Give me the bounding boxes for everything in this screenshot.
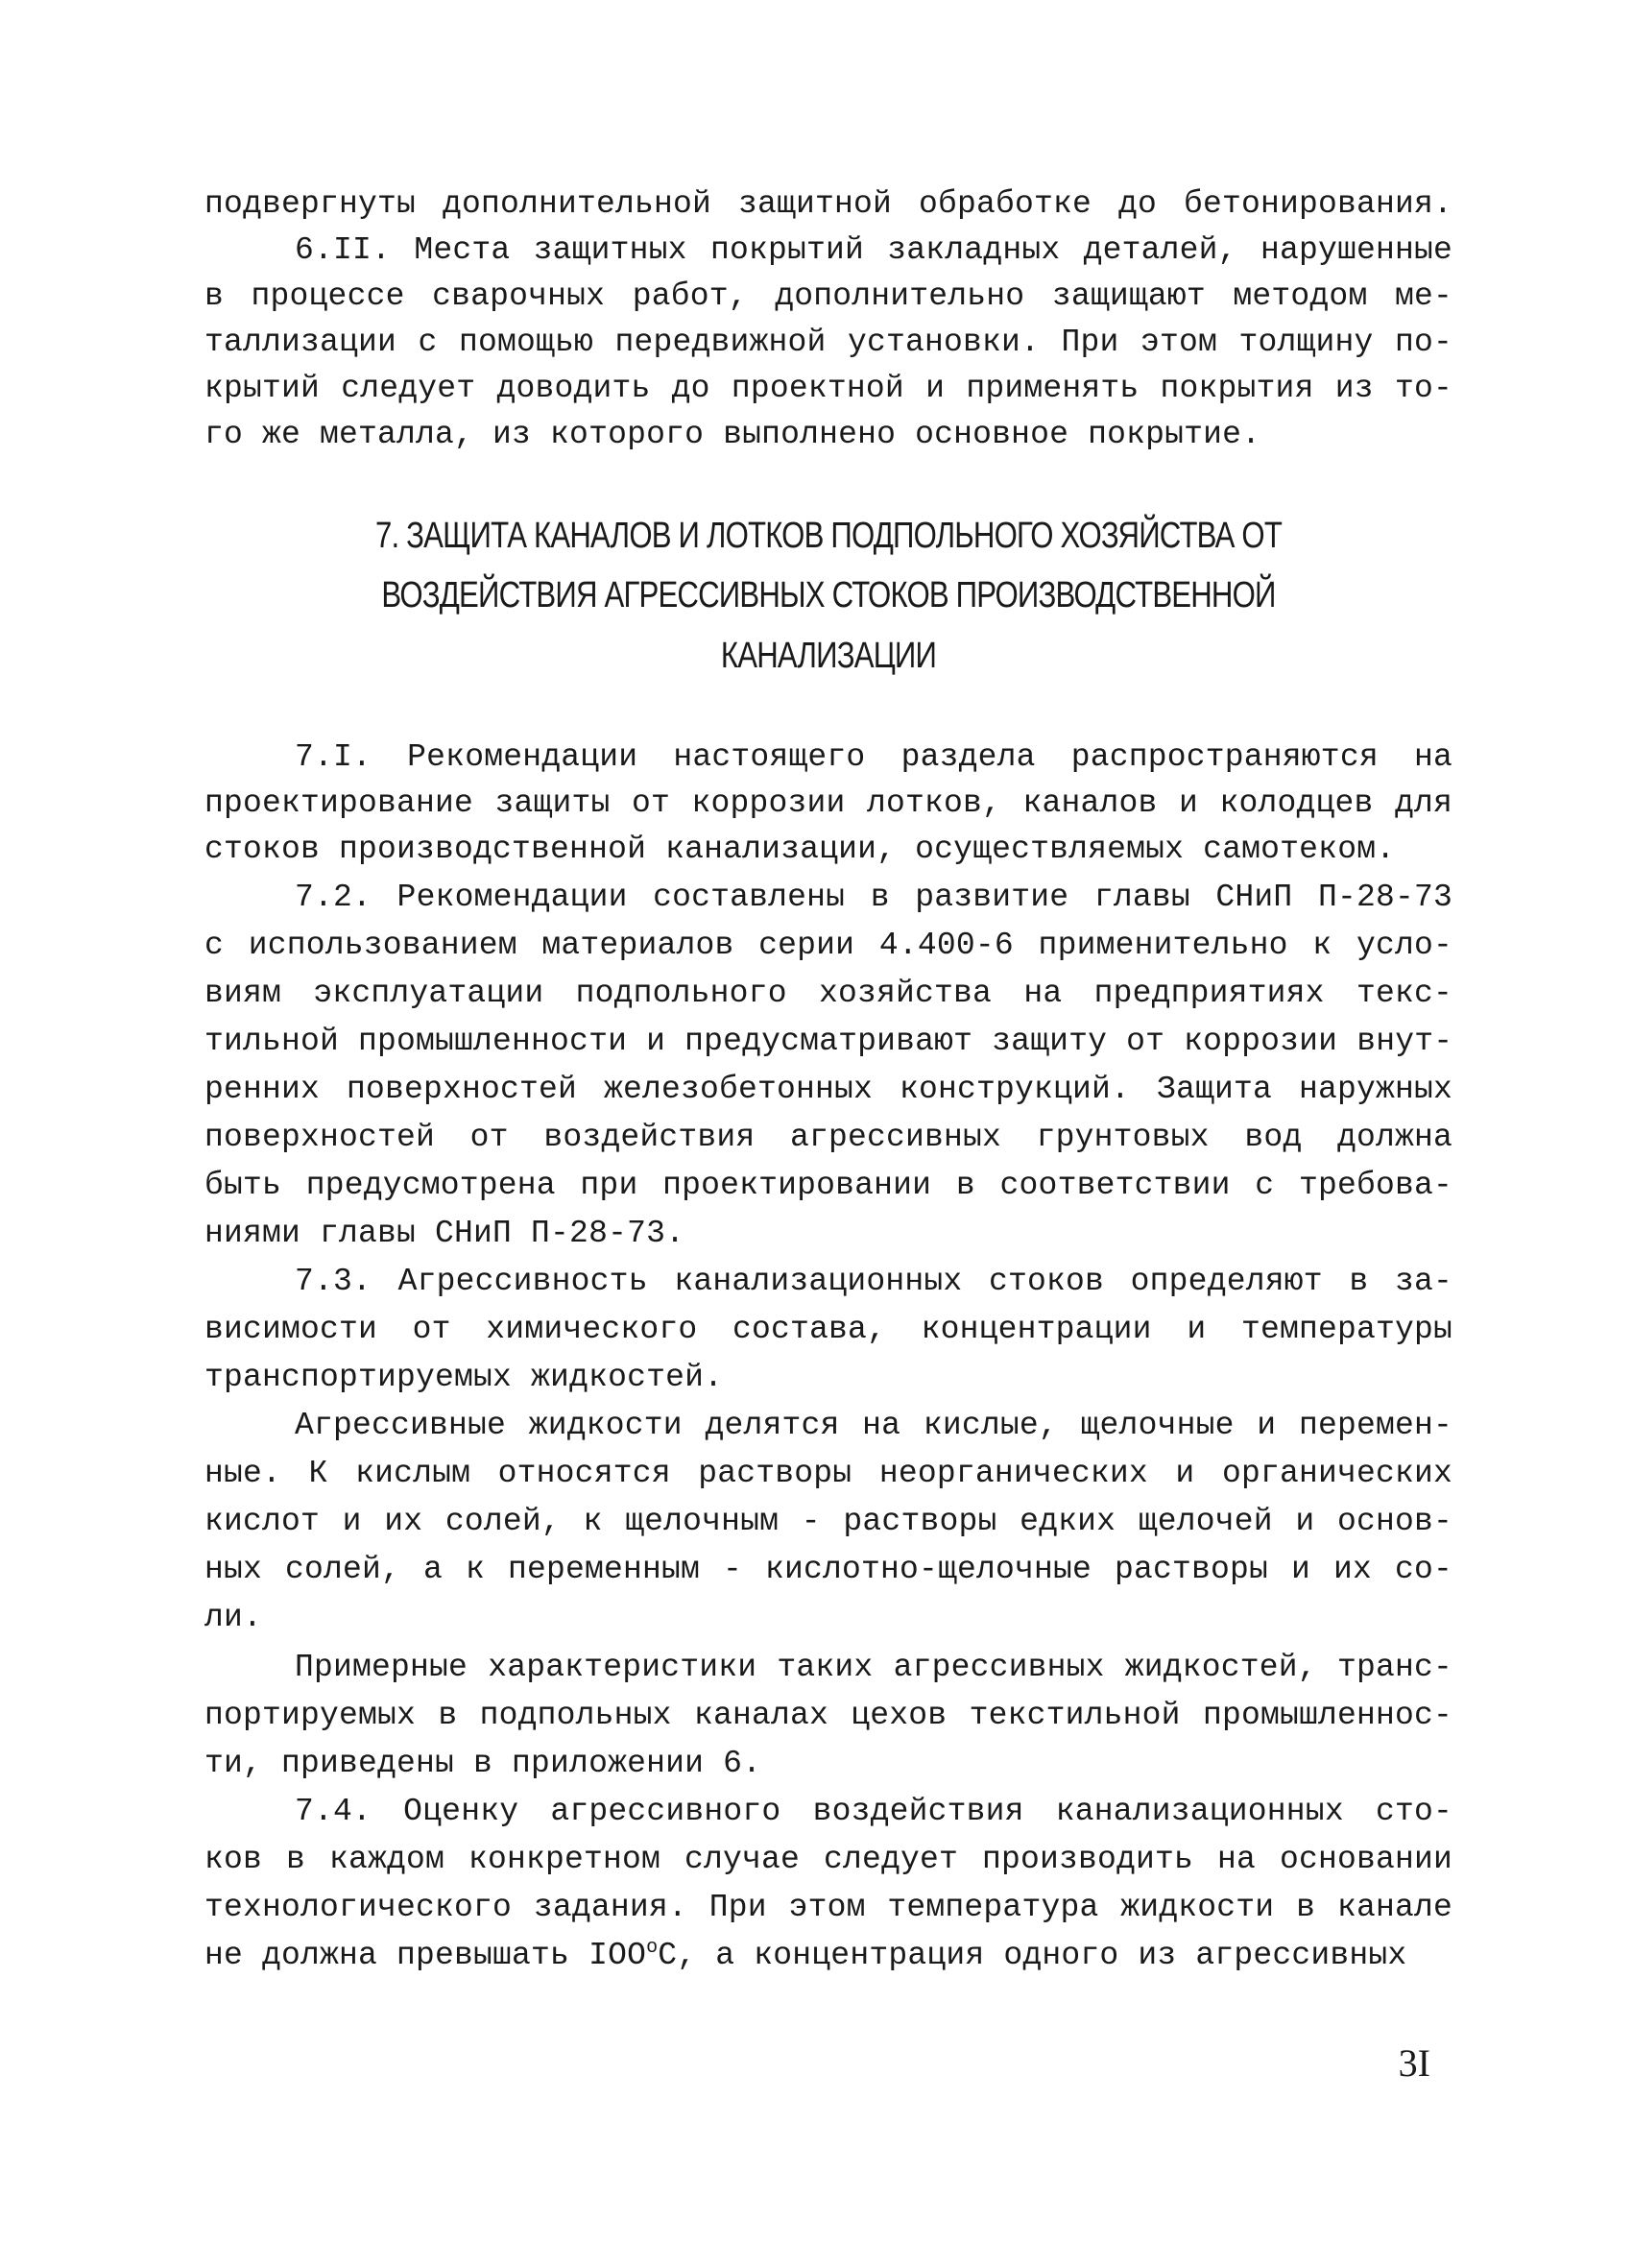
text-line: ли. [204, 1600, 263, 1635]
text-line: Агрессивные жидкости делятся на кислые, щелочные и перемен- [295, 1408, 1452, 1443]
text-line: кислот и их солей, к щелочным - растворы едких щелочей и основ- [204, 1504, 1452, 1539]
text-line: транспортируемых жидкостей. [204, 1360, 724, 1395]
text-line: 7.3. Агрессивность канализационных стоков определяют в за- [295, 1264, 1452, 1299]
degree-superscript: o [646, 1937, 659, 1959]
text-line: ти, приведены в приложении 6. [204, 1746, 762, 1781]
text-line: портируемых в подпольных каналах цехов текстильной промышленнос- [204, 1698, 1452, 1733]
text-line: висимости от химического состава, концентрации и температуры [204, 1312, 1452, 1347]
text-line: тильной промышленности и предусматривают защиту от коррозии внут- [204, 1024, 1453, 1059]
text-line: подвергнуты дополнительной защитной обработке до бетонирования. [204, 186, 1452, 222]
text-line-rest: C, а концентрация одного из агрессивных [658, 1938, 1407, 1973]
text-line: ков в каждом конкретном случае следует производить на основании [204, 1842, 1452, 1877]
text-line: 6.II. Места защитных покрытий закладных деталей, нарушенные [295, 232, 1452, 268]
text-line: быть предусмотрена при проектировании в соответствии с требова- [204, 1168, 1452, 1203]
text-line: стоков производственной канализации, осуществляемых самотеком. [204, 832, 1396, 867]
text-line-start: не должна превышать IOO$^o$C, а концентрация одного из агрессивных [204, 1937, 1407, 1973]
text-line: технологического задания. При этом температура жидкости в канале [204, 1890, 1452, 1925]
section-heading: КАНАЛИЗАЦИИ [720, 636, 937, 676]
text-line: ниями главы СНиП П-28-73. [204, 1216, 685, 1251]
text-line: в процессе сварочных работ, дополнительно защищают методом ме- [204, 278, 1452, 314]
text-line: 7.2. Рекомендации составлены в развитие главы СНиП П-28-73 [295, 880, 1452, 915]
text-line: 7.I. Рекомендации настоящего раздела распространяются на [295, 739, 1452, 775]
text-line: го же металла, из которого выполнено основное покрытие. [204, 417, 1261, 452]
text-line: виям эксплуатации подпольного хозяйства на предприятиях текс- [204, 976, 1452, 1011]
section-heading: 7. ЗАЩИТА КАНАЛОВ И ЛОТКОВ ПОДПОЛЬНОГО ХОЗЯЙСТВА ОТ [374, 516, 1283, 556]
text-line: 7.4. Оценку агрессивного воздействия канализационных сто- [295, 1794, 1452, 1829]
text-line: поверхностей от воздействия агрессивных грунтовых вод должна [204, 1120, 1452, 1155]
text-line: таллизации с помощью передвижной установки. При этом толщину по- [204, 325, 1452, 360]
text-line: крытий следует доводить до проектной и применять покрытия из то- [204, 371, 1452, 406]
page-number: 3I [1398, 2041, 1430, 2085]
text-line: с использованием материалов серии 4.400-6 применительно к усло- [204, 928, 1452, 963]
text-line: ные. К кислым относятся растворы неорганических и органических [204, 1456, 1452, 1491]
text-line: ренних поверхностей железобетонных конструкций. Защита наружных [204, 1072, 1452, 1107]
section-heading: ВОЗДЕЙСТВИЯ АГРЕССИВНЫХ СТОКОВ ПРОИЗВОДСТВЕННОЙ [381, 575, 1276, 615]
text-line: ных солей, а к переменным - кислотно-щелочные растворы и их со- [204, 1552, 1452, 1587]
text-line [204, 1934, 1452, 1978]
text-line: проектирование защиты от коррозии лотков, каналов и колодцев для [204, 785, 1452, 821]
text-line: Примерные характеристики таких агрессивных жидкостей, транс- [295, 1650, 1452, 1685]
